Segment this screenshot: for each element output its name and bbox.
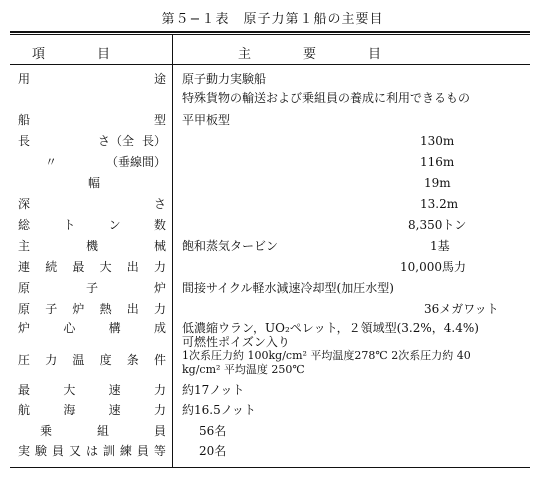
row-label: 原 子 炉 熱 出 力 [18,302,166,316]
row-label: 連 続 最 大 出 力 [18,260,166,274]
row-label: 実 験 員 又 は 訓 練 員 等 [18,444,166,458]
row-value: 約16.5ノット [182,403,256,417]
column-divider [172,35,173,467]
row-value: 8,350トン [408,218,467,232]
header-item: 項 目 [32,47,111,62]
row-value: 19m [424,176,451,190]
row-value: 低濃縮ウラン，UO₂ペレット，２領域型(3.2%，4.4%) [182,321,479,335]
row-label: 原 子 炉 [18,281,166,295]
row-label: 航 海 速 力 [18,403,166,417]
row-value: 13.2m [420,197,459,211]
row-value-2: kg/cm² 平均温度 250℃ [182,363,305,376]
row-label: 〃 （垂線間） [45,155,166,169]
row-label: 主 機 械 [18,239,166,253]
row-label: 総 ト ン 数 [18,218,166,232]
row-value: 36メガワット [424,302,499,316]
bottom-rule [10,467,530,468]
header-main: 主 要 目 [238,47,382,62]
table-title: 第５−１表 原子力第１船の主要目 [161,12,384,27]
row-value: 平甲板型 [182,113,231,127]
row-value-2: 1基 [430,239,450,253]
row-value: 10,000馬力 [400,260,466,274]
top-rule [10,31,530,33]
row-value: 130m [420,134,455,148]
row-label: 炉 心 構 成 [18,321,166,335]
row-label: 深 さ [18,197,166,211]
row-value: 約17ノット [182,383,245,397]
row-value: 間接サイクル軽水減速冷却型(加圧水型) [182,281,394,295]
row-label: 長 さ（全 長） [18,134,166,148]
header-rule [10,64,530,65]
row-value: 20名 [199,444,227,458]
row-label: 最 大 速 力 [18,383,166,397]
row-value: 56名 [199,424,227,438]
row-value-2: 特殊貨物の輸送および乗組員の養成に利用できるもの [182,91,471,105]
row-label: 用 途 [18,72,166,86]
row-label: 圧 力 温 度 条 件 [18,353,166,367]
row-value: 1次系圧力約 100kg/cm² 平均温度278℃ 2次系圧力約 40 [182,349,471,362]
row-label: 幅 [88,176,101,190]
row-label: 乗 組 員 [40,424,166,438]
row-value: 116m [420,155,455,169]
row-label: 船 型 [18,113,166,127]
row-value: 飽和蒸気タービン [182,239,279,253]
row-value-2: 可燃性ポイズン入り [182,335,290,349]
top-rule-inner [10,34,530,35]
row-value: 原子動力実験船 [182,72,267,86]
